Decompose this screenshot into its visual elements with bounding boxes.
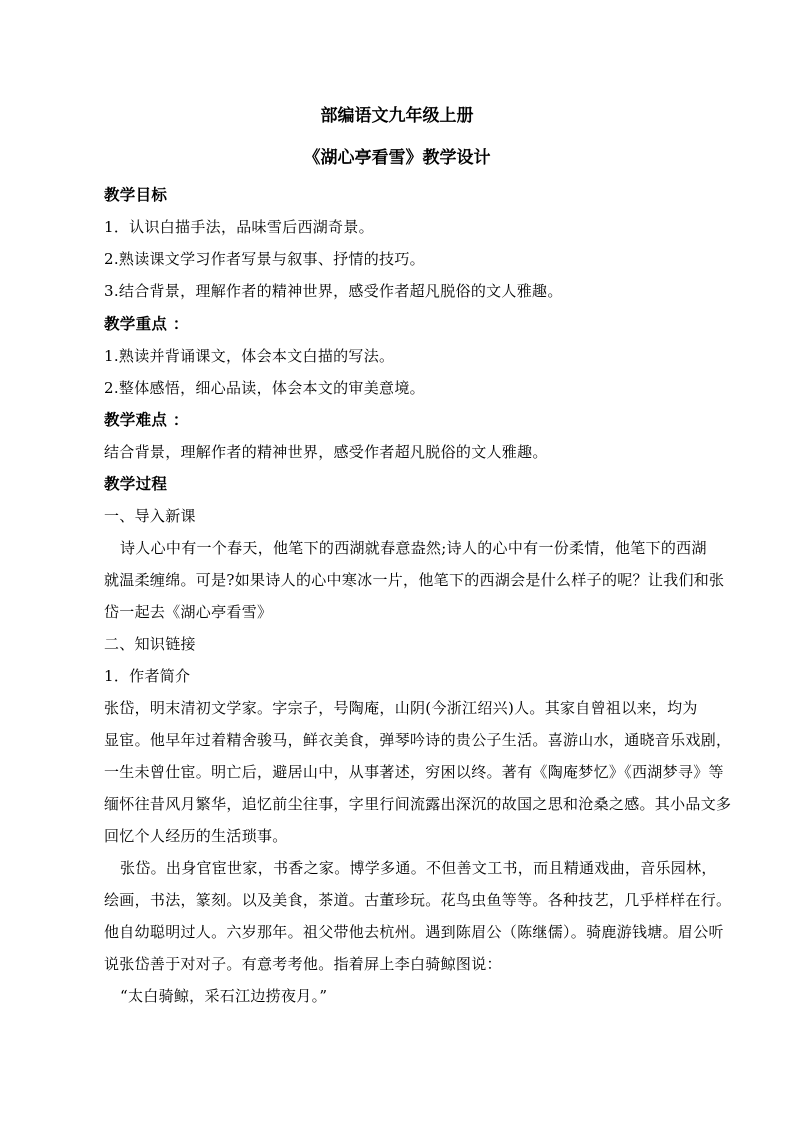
section-intro-title: 一、导入新课 <box>104 507 196 525</box>
couplet-quote: “太白骑鲸，采石江边捞夜月。” <box>120 987 328 1005</box>
author-paragraph-line: 回忆个人经历的生活琐事。 <box>104 827 288 845</box>
author-paragraph-line: 显宦。他早年过着精舍骏马，鲜衣美食，弹琴吟诗的贵公子生活。喜游山水，通晓音乐戏剧， <box>104 731 732 749</box>
difficulties-text: 结合背景，理解作者的精神世界，感受作者超凡脱俗的文人雅趣。 <box>104 443 548 461</box>
author-paragraph2-line: 张岱。出身官宦世家，书香之家。博学多通。不但善文工书，而且精通戏曲，音乐园林， <box>120 859 717 877</box>
key-point-item-2: 2.整体感悟，细心品读，体会本文的审美意境。 <box>104 379 425 397</box>
objective-item-3: 3.结合背景，理解作者的精神世界，感受作者超凡脱俗的文人雅趣。 <box>104 282 563 300</box>
document-title: 部编语文九年级上册 <box>320 106 474 126</box>
key-points-heading: 教学重点 ： <box>104 314 189 333</box>
objectives-heading: 教学目标 <box>104 185 168 204</box>
difficulties-heading: 教学难点 ： <box>104 410 189 429</box>
key-point-item-1: 1.熟读并背诵课文，体会本文白描的写法。 <box>104 347 395 365</box>
intro-paragraph-line: 岱一起去《湖心亭看雪》 <box>104 603 273 621</box>
author-paragraph2-line: 绘画，书法，篆刻。以及美食，茶道。古董珍玩。花鸟虫鱼等等。各种技艺，几乎样样在行。 <box>104 891 732 909</box>
objective-item-1: 1．认识白描手法，品味雪后西湖奇景。 <box>104 218 374 236</box>
section-knowledge-title: 二、知识链接 <box>104 635 196 653</box>
author-paragraph2-line: 说张岱善于对对子。有意考考他。指着屏上李白骑鲸图说： <box>104 955 502 973</box>
author-paragraph-line: 缅怀往昔风月繁华，追忆前尘往事，字里行间流露出深沉的故国之思和沧桑之感。其小品文多 <box>104 795 732 813</box>
process-heading: 教学过程 <box>104 474 168 493</box>
intro-paragraph-line: 诗人心中有一个春天，他笔下的西湖就春意盎然;诗人的心中有一份柔情，他笔下的西湖 <box>120 539 707 557</box>
objective-item-2: 2.熟读课文学习作者写景与叙事、抒情的技巧。 <box>104 250 425 268</box>
author-paragraph-line: 张岱，明末清初文学家。字宗子，号陶庵，山阴(今浙江绍兴)人。其家自曾祖以来，均为 <box>104 699 698 717</box>
intro-paragraph-line: 就温柔缠绵。可是?如果诗人的心中寒冰一片，他笔下的西湖会是什么样子的呢？让我们和张 <box>104 571 725 589</box>
author-intro-title: 1．作者简介 <box>104 667 191 685</box>
author-paragraph-line: 一生未曾仕宦。明亡后，避居山中，从事著述，穷困以终。著有《陶庵梦忆》《西湖梦寻》等 <box>104 763 724 781</box>
document-subtitle: 《湖心亭看雪》教学设计 <box>303 148 491 168</box>
author-paragraph2-line: 他自幼聪明过人。六岁那年。祖父带他去杭州。遇到陈眉公（陈继儒）。骑鹿游钱塘。眉公听 <box>104 923 724 941</box>
